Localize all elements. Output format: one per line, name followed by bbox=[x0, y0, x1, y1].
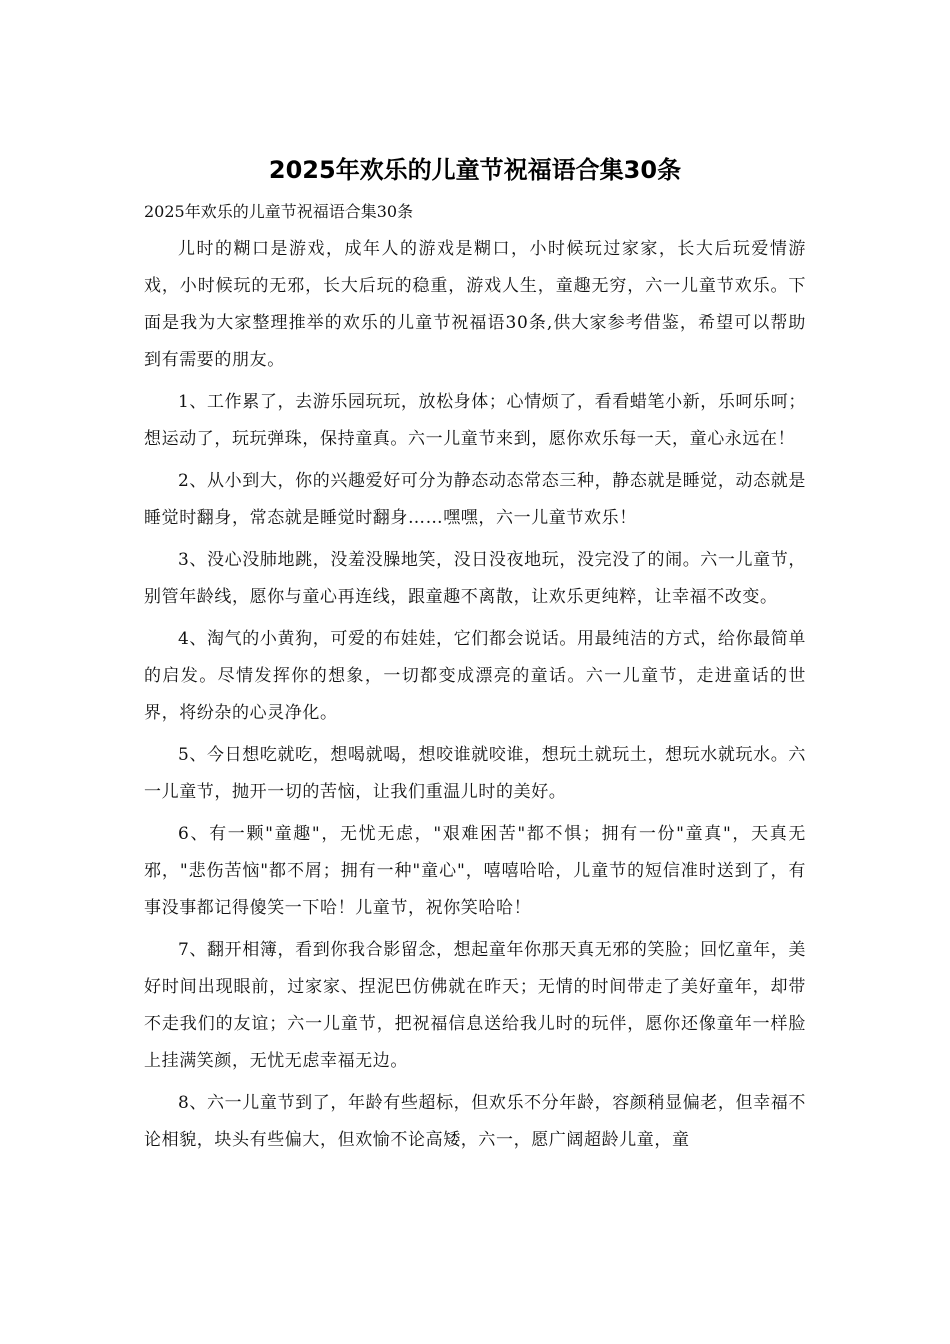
greeting-item-6: 6、有一颗"童趣"，无忧无虑，"艰难困苦"都不惧；拥有一份"童真"，天真无邪，"悲伤苦恼"都不屑；拥有一种"童心"，嘻嘻哈哈，儿童节的短信准时送到了，有事没事都记得傻笑一下哈！儿童节，祝你笑哈哈！ bbox=[144, 824, 806, 918]
greeting-item-1: 1、工作累了，去游乐园玩玩，放松身体；心情烦了，看看蜡笔小新，乐呵乐呵；想运动了，玩玩弹珠，保持童真。六一儿童节来到，愿你欢乐每一天，童心永远在！ bbox=[144, 392, 806, 449]
greeting-item-8: 8、六一儿童节到了，年龄有些超标，但欢乐不分年龄，容颜稍显偏老，但幸福不论相貌，块头有些偏大，但欢愉不论高矮，六一，愿广阔超龄儿童，童 bbox=[144, 1093, 806, 1150]
document-title: 2025年欢乐的儿童节祝福语合集30条 bbox=[268, 156, 682, 184]
document-body bbox=[144, 150, 806, 1159]
greeting-item-4: 4、淘气的小黄狗，可爱的布娃娃，它们都会说话。用最纯洁的方式，给你最简单的启发。尽情发挥你的想象，一切都变成漂亮的童话。六一儿童节，走进童话的世界，将纷杂的心灵净化。 bbox=[144, 629, 806, 723]
document-subtitle: 2025年欢乐的儿童节祝福语合集30条 bbox=[144, 202, 414, 221]
greeting-item-2: 2、从小到大，你的兴趣爱好可分为静态动态常态三种，静态就是睡觉，动态就是睡觉时翻身，常态就是睡觉时翻身……嘿嘿，六一儿童节欢乐！ bbox=[144, 471, 806, 528]
greeting-item-3: 3、没心没肺地跳，没羞没臊地笑，没日没夜地玩，没完没了的闹。六一儿童节，别管年龄线，愿你与童心再连线，跟童趣不离散，让欢乐更纯粹，让幸福不改变。 bbox=[144, 550, 806, 607]
greeting-item-5: 5、今日想吃就吃，想喝就喝，想咬谁就咬谁，想玩土就玩土，想玩水就玩水。六一儿童节，抛开一切的苦恼，让我们重温儿时的美好。 bbox=[144, 745, 806, 802]
intro-paragraph: 儿时的糊口是游戏，成年人的游戏是糊口，小时候玩过家家，长大后玩爱情游戏，小时候玩的无邪，长大后玩的稳重，游戏人生，童趣无穷，六一儿童节欢乐。下面是我为大家整理推举的欢乐的儿童节祝福语30条,供大家参考借鉴，希望可以帮助到有需要的朋友。 bbox=[144, 239, 806, 370]
greeting-item-7: 7、翻开相簿，看到你我合影留念，想起童年你那天真无邪的笑脸；回忆童年，美好时间出现眼前，过家家、捏泥巴仿佛就在昨天；无情的时间带走了美好童年，却带不走我们的友谊；六一儿童节，把祝福信息送给我儿时的玩伴，愿你还像童年一样脸上挂满笑颜，无忧无虑幸福无边。 bbox=[144, 940, 806, 1071]
